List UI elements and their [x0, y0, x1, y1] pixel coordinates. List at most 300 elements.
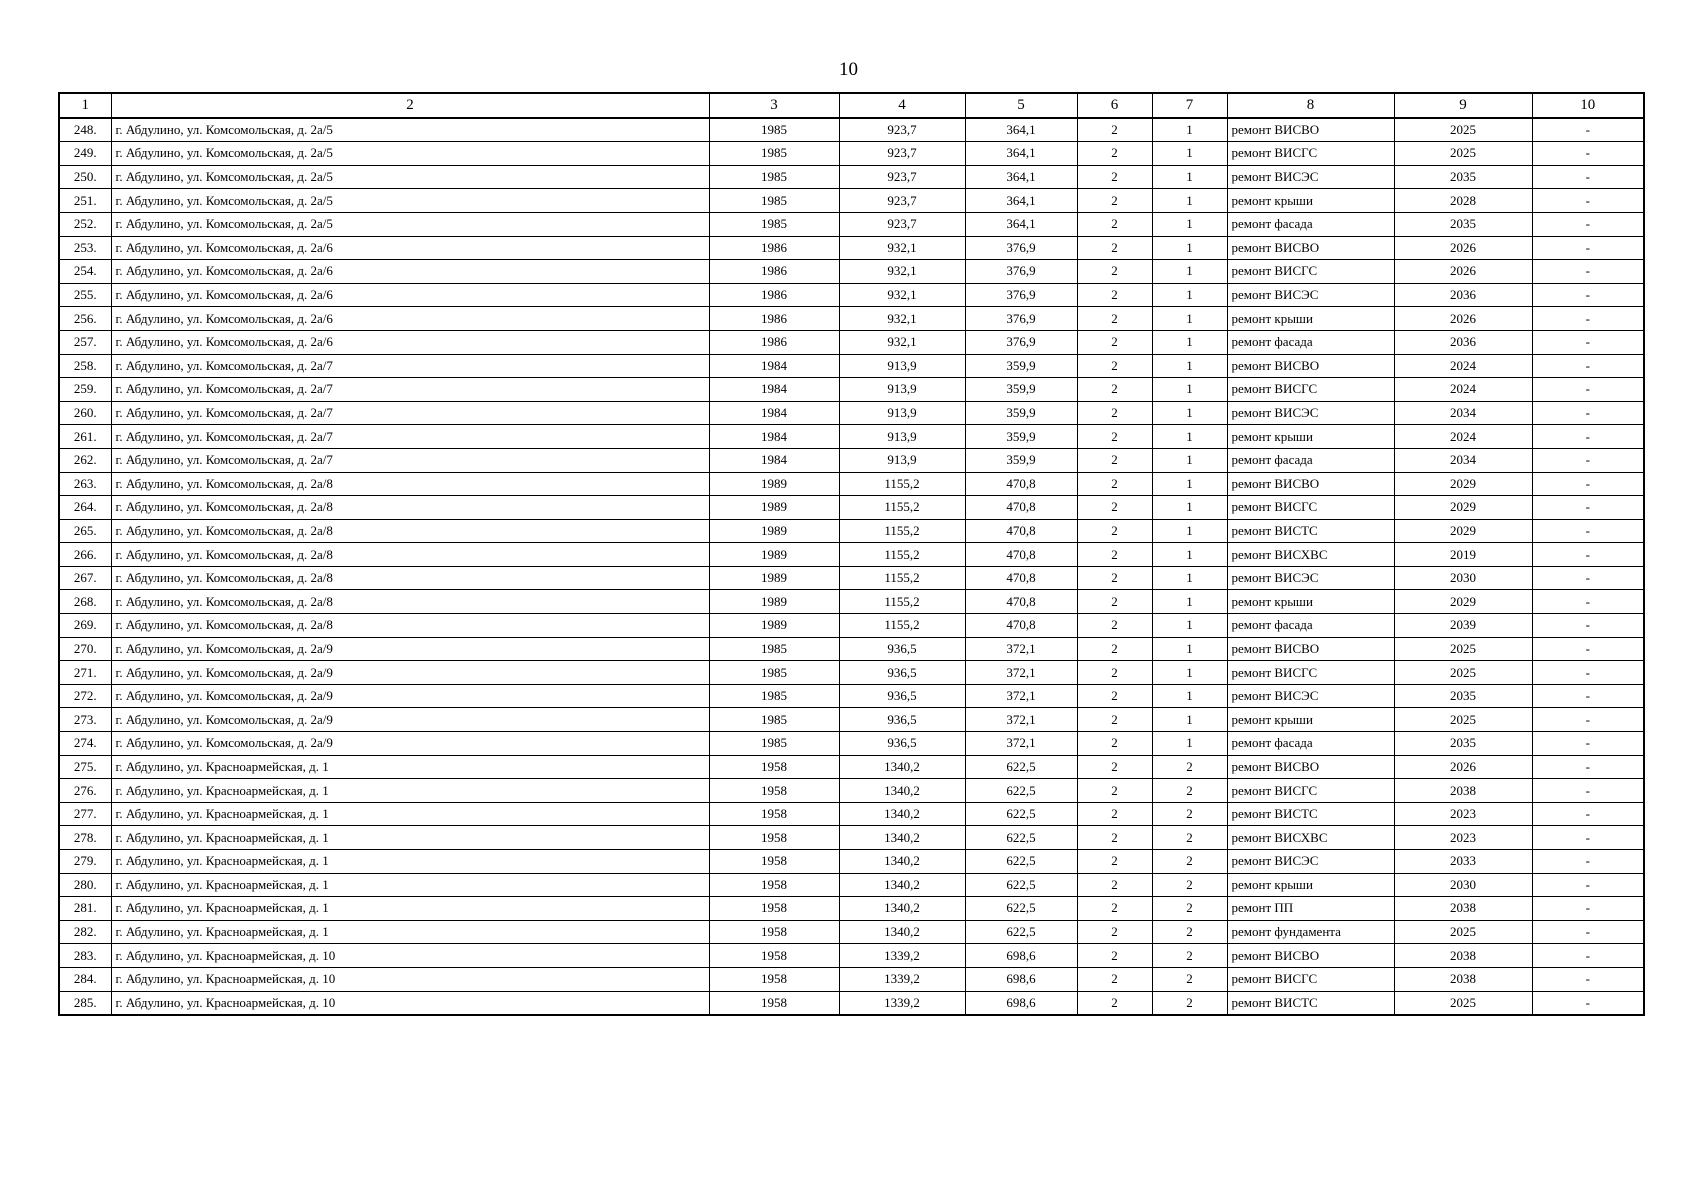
cell-entrances: 2: [1152, 755, 1227, 779]
cell-address: г. Абдулино, ул. Комсомольская, д. 2а/8: [111, 496, 709, 520]
cell-floors: 2: [1077, 614, 1152, 638]
cell-living-area: 622,5: [965, 920, 1077, 944]
cell-entrances: 1: [1152, 330, 1227, 354]
cell-planned-year: 2023: [1394, 826, 1532, 850]
cell-year-built: 1985: [709, 165, 839, 189]
cell-floors: 2: [1077, 566, 1152, 590]
cell-work-type: ремонт крыши: [1227, 708, 1394, 732]
cell-floors: 2: [1077, 236, 1152, 260]
table-row: [59, 378, 1644, 402]
cell-entrances: 2: [1152, 967, 1227, 991]
cell-planned-year: 2029: [1394, 519, 1532, 543]
cell-planned-year: 2035: [1394, 732, 1532, 756]
table-row: [59, 920, 1644, 944]
cell-entrances: 1: [1152, 472, 1227, 496]
cell-total-area: 1339,2: [839, 944, 965, 968]
cell-row-number: 277.: [59, 802, 111, 826]
cell-row-number: 263.: [59, 472, 111, 496]
cell-year-built: 1958: [709, 873, 839, 897]
cell-floors: 2: [1077, 212, 1152, 236]
cell-completed-mark: -: [1532, 755, 1644, 779]
cell-floors: 2: [1077, 755, 1152, 779]
cell-year-built: 1985: [709, 637, 839, 661]
cell-entrances: 1: [1152, 189, 1227, 213]
cell-floors: 2: [1077, 519, 1152, 543]
cell-entrances: 1: [1152, 378, 1227, 402]
cell-entrances: 1: [1152, 732, 1227, 756]
cell-living-area: 372,1: [965, 661, 1077, 685]
cell-floors: 2: [1077, 118, 1152, 142]
cell-living-area: 364,1: [965, 165, 1077, 189]
cell-total-area: 923,7: [839, 189, 965, 213]
cell-row-number: 251.: [59, 189, 111, 213]
cell-year-built: 1985: [709, 189, 839, 213]
cell-planned-year: 2025: [1394, 661, 1532, 685]
cell-year-built: 1985: [709, 684, 839, 708]
cell-floors: 2: [1077, 165, 1152, 189]
cell-total-area: 1340,2: [839, 897, 965, 921]
cell-entrances: 1: [1152, 425, 1227, 449]
cell-total-area: 923,7: [839, 142, 965, 166]
table-row: [59, 967, 1644, 991]
cell-year-built: 1986: [709, 307, 839, 331]
table-row: [59, 708, 1644, 732]
cell-address: г. Абдулино, ул. Комсомольская, д. 2а/7: [111, 354, 709, 378]
cell-row-number: 285.: [59, 991, 111, 1015]
column-header: 8: [1227, 93, 1394, 118]
cell-total-area: 932,1: [839, 283, 965, 307]
cell-year-built: 1985: [709, 212, 839, 236]
cell-completed-mark: -: [1532, 212, 1644, 236]
cell-entrances: 2: [1152, 897, 1227, 921]
cell-work-type: ремонт ВИСГС: [1227, 142, 1394, 166]
cell-address: г. Абдулино, ул. Комсомольская, д. 2а/6: [111, 283, 709, 307]
cell-completed-mark: -: [1532, 732, 1644, 756]
cell-entrances: 1: [1152, 212, 1227, 236]
cell-planned-year: 2036: [1394, 283, 1532, 307]
cell-row-number: 280.: [59, 873, 111, 897]
cell-row-number: 253.: [59, 236, 111, 260]
cell-year-built: 1984: [709, 354, 839, 378]
cell-entrances: 1: [1152, 543, 1227, 567]
cell-entrances: 2: [1152, 920, 1227, 944]
cell-total-area: 932,1: [839, 307, 965, 331]
cell-work-type: ремонт ПП: [1227, 897, 1394, 921]
cell-floors: 2: [1077, 873, 1152, 897]
cell-entrances: 2: [1152, 826, 1227, 850]
cell-planned-year: 2019: [1394, 543, 1532, 567]
cell-address: г. Абдулино, ул. Комсомольская, д. 2а/9: [111, 708, 709, 732]
cell-floors: 2: [1077, 661, 1152, 685]
cell-planned-year: 2029: [1394, 496, 1532, 520]
cell-entrances: 1: [1152, 118, 1227, 142]
cell-planned-year: 2035: [1394, 684, 1532, 708]
cell-total-area: 1340,2: [839, 873, 965, 897]
cell-planned-year: 2025: [1394, 118, 1532, 142]
table-row: [59, 684, 1644, 708]
table-row: [59, 236, 1644, 260]
cell-work-type: ремонт ВИСХВС: [1227, 543, 1394, 567]
cell-total-area: 1340,2: [839, 920, 965, 944]
cell-year-built: 1985: [709, 118, 839, 142]
cell-work-type: ремонт фасада: [1227, 614, 1394, 638]
table-row: [59, 850, 1644, 874]
table-row: [59, 425, 1644, 449]
cell-address: г. Абдулино, ул. Комсомольская, д. 2а/5: [111, 212, 709, 236]
table-row: [59, 212, 1644, 236]
cell-planned-year: 2038: [1394, 967, 1532, 991]
cell-address: г. Абдулино, ул. Комсомольская, д. 2а/7: [111, 401, 709, 425]
cell-completed-mark: -: [1532, 378, 1644, 402]
cell-completed-mark: -: [1532, 354, 1644, 378]
cell-completed-mark: -: [1532, 708, 1644, 732]
cell-floors: 2: [1077, 684, 1152, 708]
cell-year-built: 1958: [709, 944, 839, 968]
cell-address: г. Абдулино, ул. Комсомольская, д. 2а/9: [111, 732, 709, 756]
cell-floors: 2: [1077, 991, 1152, 1015]
cell-row-number: 261.: [59, 425, 111, 449]
cell-total-area: 1155,2: [839, 566, 965, 590]
cell-row-number: 252.: [59, 212, 111, 236]
cell-living-area: 622,5: [965, 826, 1077, 850]
cell-completed-mark: -: [1532, 873, 1644, 897]
cell-planned-year: 2029: [1394, 472, 1532, 496]
cell-work-type: ремонт ВИСТС: [1227, 802, 1394, 826]
cell-living-area: 359,9: [965, 378, 1077, 402]
cell-total-area: 913,9: [839, 378, 965, 402]
cell-total-area: 936,5: [839, 684, 965, 708]
cell-row-number: 283.: [59, 944, 111, 968]
cell-floors: 2: [1077, 637, 1152, 661]
cell-living-area: 698,6: [965, 991, 1077, 1015]
cell-year-built: 1986: [709, 330, 839, 354]
cell-total-area: 936,5: [839, 708, 965, 732]
cell-entrances: 1: [1152, 496, 1227, 520]
cell-address: г. Абдулино, ул. Комсомольская, д. 2а/8: [111, 519, 709, 543]
cell-floors: 2: [1077, 330, 1152, 354]
column-header: 9: [1394, 93, 1532, 118]
cell-living-area: 372,1: [965, 637, 1077, 661]
cell-work-type: ремонт ВИСВО: [1227, 637, 1394, 661]
table-row: [59, 142, 1644, 166]
cell-living-area: 622,5: [965, 802, 1077, 826]
table-row: [59, 118, 1644, 142]
column-header: 4: [839, 93, 965, 118]
cell-total-area: 932,1: [839, 260, 965, 284]
table-row: [59, 472, 1644, 496]
cell-year-built: 1984: [709, 378, 839, 402]
cell-living-area: 470,8: [965, 472, 1077, 496]
table-row: [59, 189, 1644, 213]
cell-year-built: 1989: [709, 566, 839, 590]
cell-entrances: 1: [1152, 684, 1227, 708]
cell-completed-mark: -: [1532, 448, 1644, 472]
column-header: 7: [1152, 93, 1227, 118]
cell-total-area: 1340,2: [839, 802, 965, 826]
cell-planned-year: 2030: [1394, 566, 1532, 590]
cell-floors: 2: [1077, 496, 1152, 520]
table-body: [59, 118, 1644, 1016]
cell-completed-mark: -: [1532, 967, 1644, 991]
cell-row-number: 273.: [59, 708, 111, 732]
cell-work-type: ремонт ВИСГС: [1227, 260, 1394, 284]
cell-address: г. Абдулино, ул. Комсомольская, д. 2а/6: [111, 307, 709, 331]
cell-entrances: 1: [1152, 307, 1227, 331]
cell-address: г. Абдулино, ул. Комсомольская, д. 2а/7: [111, 448, 709, 472]
cell-work-type: ремонт ВИСТС: [1227, 991, 1394, 1015]
cell-total-area: 1155,2: [839, 543, 965, 567]
cell-completed-mark: -: [1532, 944, 1644, 968]
cell-total-area: 1340,2: [839, 779, 965, 803]
cell-work-type: ремонт ВИСВО: [1227, 236, 1394, 260]
column-header: 2: [111, 93, 709, 118]
cell-work-type: ремонт ВИСЭС: [1227, 283, 1394, 307]
cell-planned-year: 2034: [1394, 448, 1532, 472]
cell-row-number: 249.: [59, 142, 111, 166]
cell-work-type: ремонт ВИСГС: [1227, 378, 1394, 402]
cell-floors: 2: [1077, 189, 1152, 213]
cell-address: г. Абдулино, ул. Красноармейская, д. 1: [111, 920, 709, 944]
cell-row-number: 255.: [59, 283, 111, 307]
cell-living-area: 376,9: [965, 260, 1077, 284]
cell-address: г. Абдулино, ул. Комсомольская, д. 2а/5: [111, 165, 709, 189]
cell-work-type: ремонт крыши: [1227, 307, 1394, 331]
cell-floors: 2: [1077, 802, 1152, 826]
cell-entrances: 1: [1152, 661, 1227, 685]
cell-year-built: 1986: [709, 236, 839, 260]
table-row: [59, 661, 1644, 685]
cell-living-area: 364,1: [965, 212, 1077, 236]
cell-floors: 2: [1077, 378, 1152, 402]
cell-address: г. Абдулино, ул. Комсомольская, д. 2а/7: [111, 425, 709, 449]
cell-work-type: ремонт ВИСЭС: [1227, 850, 1394, 874]
cell-completed-mark: -: [1532, 684, 1644, 708]
cell-year-built: 1958: [709, 920, 839, 944]
cell-row-number: 266.: [59, 543, 111, 567]
cell-total-area: 923,7: [839, 118, 965, 142]
cell-row-number: 271.: [59, 661, 111, 685]
cell-year-built: 1958: [709, 779, 839, 803]
cell-living-area: 470,8: [965, 566, 1077, 590]
cell-row-number: 282.: [59, 920, 111, 944]
cell-entrances: 2: [1152, 991, 1227, 1015]
cell-floors: 2: [1077, 850, 1152, 874]
cell-completed-mark: -: [1532, 897, 1644, 921]
cell-living-area: 470,8: [965, 590, 1077, 614]
table-row: [59, 519, 1644, 543]
cell-row-number: 254.: [59, 260, 111, 284]
table-row: [59, 330, 1644, 354]
cell-entrances: 2: [1152, 850, 1227, 874]
cell-year-built: 1989: [709, 496, 839, 520]
cell-planned-year: 2035: [1394, 212, 1532, 236]
cell-total-area: 923,7: [839, 165, 965, 189]
cell-completed-mark: -: [1532, 189, 1644, 213]
cell-work-type: ремонт ВИСГС: [1227, 967, 1394, 991]
cell-living-area: 372,1: [965, 684, 1077, 708]
cell-floors: 2: [1077, 425, 1152, 449]
cell-completed-mark: -: [1532, 566, 1644, 590]
cell-year-built: 1985: [709, 142, 839, 166]
cell-year-built: 1984: [709, 448, 839, 472]
cell-total-area: 913,9: [839, 425, 965, 449]
cell-completed-mark: -: [1532, 590, 1644, 614]
cell-planned-year: 2025: [1394, 637, 1532, 661]
cell-row-number: 281.: [59, 897, 111, 921]
cell-entrances: 1: [1152, 637, 1227, 661]
cell-planned-year: 2036: [1394, 330, 1532, 354]
cell-address: г. Абдулино, ул. Красноармейская, д. 1: [111, 802, 709, 826]
cell-work-type: ремонт ВИСГС: [1227, 661, 1394, 685]
cell-total-area: 1155,2: [839, 614, 965, 638]
cell-planned-year: 2030: [1394, 873, 1532, 897]
cell-living-area: 364,1: [965, 142, 1077, 166]
cell-year-built: 1958: [709, 826, 839, 850]
cell-total-area: 1155,2: [839, 590, 965, 614]
cell-row-number: 262.: [59, 448, 111, 472]
cell-planned-year: 2038: [1394, 779, 1532, 803]
table-row: [59, 873, 1644, 897]
cell-address: г. Абдулино, ул. Комсомольская, д. 2а/6: [111, 330, 709, 354]
cell-address: г. Абдулино, ул. Комсомольская, д. 2а/8: [111, 543, 709, 567]
cell-total-area: 936,5: [839, 637, 965, 661]
cell-work-type: ремонт крыши: [1227, 425, 1394, 449]
cell-floors: 2: [1077, 920, 1152, 944]
cell-year-built: 1958: [709, 991, 839, 1015]
cell-work-type: ремонт ВИСХВС: [1227, 826, 1394, 850]
cell-floors: 2: [1077, 779, 1152, 803]
repair-schedule-table: [58, 92, 1645, 1016]
cell-planned-year: 2026: [1394, 260, 1532, 284]
cell-row-number: 264.: [59, 496, 111, 520]
cell-entrances: 2: [1152, 944, 1227, 968]
cell-entrances: 1: [1152, 566, 1227, 590]
cell-row-number: 258.: [59, 354, 111, 378]
cell-work-type: ремонт ВИСТС: [1227, 519, 1394, 543]
cell-work-type: ремонт ВИСЭС: [1227, 401, 1394, 425]
cell-living-area: 376,9: [965, 307, 1077, 331]
cell-planned-year: 2029: [1394, 590, 1532, 614]
cell-address: г. Абдулино, ул. Комсомольская, д. 2а/6: [111, 236, 709, 260]
cell-work-type: ремонт ВИСВО: [1227, 755, 1394, 779]
cell-year-built: 1989: [709, 519, 839, 543]
cell-work-type: ремонт ВИСВО: [1227, 354, 1394, 378]
cell-work-type: ремонт ВИСЭС: [1227, 566, 1394, 590]
cell-floors: 2: [1077, 732, 1152, 756]
cell-completed-mark: -: [1532, 165, 1644, 189]
cell-year-built: 1986: [709, 260, 839, 284]
cell-floors: 2: [1077, 897, 1152, 921]
cell-address: г. Абдулино, ул. Комсомольская, д. 2а/9: [111, 637, 709, 661]
cell-floors: 2: [1077, 590, 1152, 614]
cell-address: г. Абдулино, ул. Красноармейская, д. 10: [111, 967, 709, 991]
cell-address: г. Абдулино, ул. Комсомольская, д. 2а/7: [111, 378, 709, 402]
cell-completed-mark: -: [1532, 330, 1644, 354]
cell-planned-year: 2025: [1394, 708, 1532, 732]
cell-row-number: 275.: [59, 755, 111, 779]
cell-address: г. Абдулино, ул. Комсомольская, д. 2а/8: [111, 566, 709, 590]
cell-year-built: 1989: [709, 590, 839, 614]
cell-living-area: 372,1: [965, 732, 1077, 756]
cell-planned-year: 2033: [1394, 850, 1532, 874]
cell-living-area: 359,9: [965, 401, 1077, 425]
cell-work-type: ремонт ВИСЭС: [1227, 165, 1394, 189]
cell-row-number: 250.: [59, 165, 111, 189]
cell-row-number: 274.: [59, 732, 111, 756]
cell-row-number: 256.: [59, 307, 111, 331]
cell-total-area: 1339,2: [839, 991, 965, 1015]
cell-work-type: ремонт фасада: [1227, 732, 1394, 756]
cell-floors: 2: [1077, 448, 1152, 472]
cell-work-type: ремонт ВИСВО: [1227, 944, 1394, 968]
table-row: [59, 283, 1644, 307]
cell-address: г. Абдулино, ул. Красноармейская, д. 10: [111, 944, 709, 968]
cell-planned-year: 2038: [1394, 944, 1532, 968]
cell-floors: 2: [1077, 354, 1152, 378]
cell-floors: 2: [1077, 967, 1152, 991]
table-row: [59, 802, 1644, 826]
cell-year-built: 1989: [709, 543, 839, 567]
cell-completed-mark: -: [1532, 236, 1644, 260]
cell-address: г. Абдулино, ул. Комсомольская, д. 2а/5: [111, 118, 709, 142]
cell-total-area: 913,9: [839, 448, 965, 472]
cell-year-built: 1989: [709, 614, 839, 638]
table-row: [59, 354, 1644, 378]
column-header: 5: [965, 93, 1077, 118]
cell-entrances: 2: [1152, 779, 1227, 803]
cell-work-type: ремонт ВИСВО: [1227, 472, 1394, 496]
table-row: [59, 307, 1644, 331]
table-row: [59, 401, 1644, 425]
cell-planned-year: 2024: [1394, 425, 1532, 449]
cell-floors: 2: [1077, 260, 1152, 284]
cell-entrances: 1: [1152, 590, 1227, 614]
cell-row-number: 270.: [59, 637, 111, 661]
table-row: [59, 165, 1644, 189]
cell-total-area: 1340,2: [839, 755, 965, 779]
cell-entrances: 1: [1152, 142, 1227, 166]
cell-total-area: 1155,2: [839, 472, 965, 496]
cell-work-type: ремонт фундамента: [1227, 920, 1394, 944]
cell-planned-year: 2026: [1394, 307, 1532, 331]
cell-entrances: 1: [1152, 448, 1227, 472]
cell-entrances: 1: [1152, 283, 1227, 307]
cell-floors: 2: [1077, 543, 1152, 567]
cell-work-type: ремонт фасада: [1227, 448, 1394, 472]
cell-work-type: ремонт ВИСГС: [1227, 496, 1394, 520]
table-row: [59, 260, 1644, 284]
cell-planned-year: 2023: [1394, 802, 1532, 826]
cell-row-number: 268.: [59, 590, 111, 614]
cell-completed-mark: -: [1532, 118, 1644, 142]
cell-floors: 2: [1077, 826, 1152, 850]
cell-planned-year: 2026: [1394, 755, 1532, 779]
cell-living-area: 359,9: [965, 448, 1077, 472]
cell-address: г. Абдулино, ул. Комсомольская, д. 2а/8: [111, 614, 709, 638]
cell-row-number: 269.: [59, 614, 111, 638]
cell-row-number: 257.: [59, 330, 111, 354]
cell-year-built: 1984: [709, 401, 839, 425]
cell-planned-year: 2024: [1394, 354, 1532, 378]
cell-total-area: 1155,2: [839, 519, 965, 543]
cell-living-area: 364,1: [965, 118, 1077, 142]
cell-total-area: 1340,2: [839, 850, 965, 874]
cell-living-area: 376,9: [965, 236, 1077, 260]
cell-total-area: 936,5: [839, 661, 965, 685]
cell-living-area: 622,5: [965, 755, 1077, 779]
cell-year-built: 1985: [709, 661, 839, 685]
cell-living-area: 622,5: [965, 873, 1077, 897]
